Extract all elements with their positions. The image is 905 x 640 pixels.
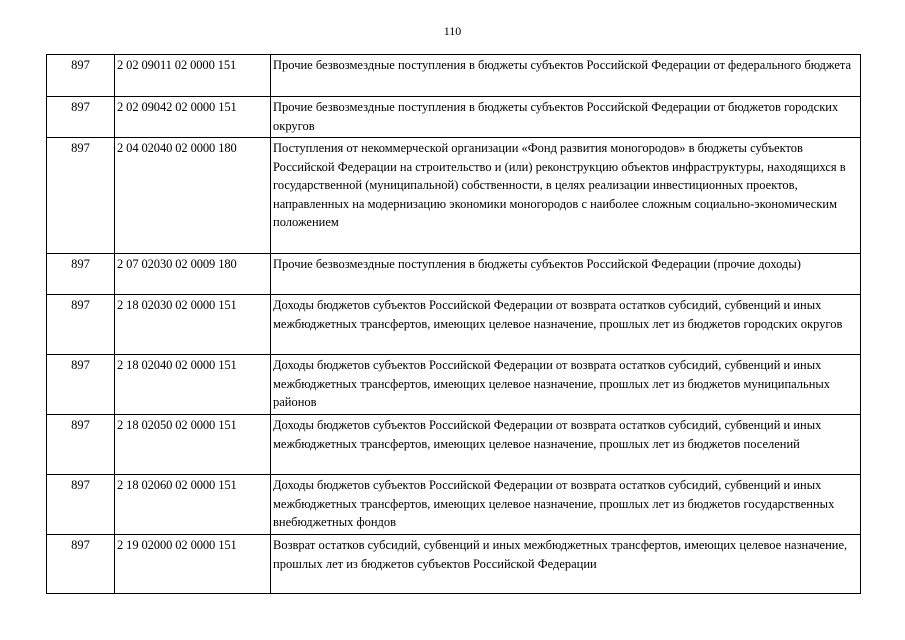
page-number: 110: [443, 24, 462, 38]
table-row: [47, 475, 861, 535]
budget-code-cell: 2 18 02060 02 0000 151: [115, 475, 271, 535]
revenue-name-cell: Доходы бюджетов субъектов Российской Федерации от возврата остатков субсидий, субвенций и иных межбюджетных трансфертов, имеющих целевое назначение, прошлых лет из бюджетов городских округов: [271, 295, 861, 355]
table-row: [47, 355, 861, 415]
budget-code-cell: 2 19 02000 02 0000 151: [115, 535, 271, 594]
admin-code-cell: 897: [47, 55, 115, 97]
budget-code-cell: 2 02 09011 02 0000 151: [115, 55, 271, 97]
admin-code-cell: 897: [47, 475, 115, 535]
revenue-name-cell: Доходы бюджетов субъектов Российской Федерации от возврата остатков субсидий, субвенций и иных межбюджетных трансфертов, имеющих целевое назначение, прошлых лет из бюджетов государственных внебюджетных фондов: [271, 475, 861, 535]
admin-code-cell: 897: [47, 415, 115, 475]
table-row: [47, 97, 861, 138]
revenue-name-cell: Возврат остатков субсидий, субвенций и иных межбюджетных трансфертов, имеющих целевое назначение, прошлых лет из бюджетов субъектов Российской Федерации: [271, 535, 861, 594]
budget-code-cell: 2 18 02030 02 0000 151: [115, 295, 271, 355]
revenue-name-cell: Прочие безвозмездные поступления в бюджеты субъектов Российской Федерации от бюджетов городских округов: [271, 97, 861, 138]
budget-code-cell: 2 04 02040 02 0000 180: [115, 138, 271, 254]
table-row: [47, 55, 861, 97]
revenue-name-cell: Доходы бюджетов субъектов Российской Федерации от возврата остатков субсидий, субвенций и иных межбюджетных трансфертов, имеющих целевое назначение, прошлых лет из бюджетов поселений: [271, 415, 861, 475]
admin-code-cell: 897: [47, 535, 115, 594]
table-row: [47, 535, 861, 594]
admin-code-cell: 897: [47, 295, 115, 355]
budget-revenue-table: [46, 54, 861, 594]
revenue-name-cell: Прочие безвозмездные поступления в бюджеты субъектов Российской Федерации от федерального бюджета: [271, 55, 861, 97]
revenue-name-cell: Прочие безвозмездные поступления в бюджеты субъектов Российской Федерации (прочие доходы): [271, 254, 861, 295]
budget-code-cell: 2 18 02040 02 0000 151: [115, 355, 271, 415]
table-row: [47, 138, 861, 254]
revenue-name-cell: Поступления от некоммерческой организации «Фонд развития моногородов» в бюджеты субъектов Российской Федерации на строительство и (или) реконструкцию объектов инфраструктуры, находящихся в государственной (муниципальной) собственности, в целях реализации инвестиционных проектов, направленных на модернизацию экономики моногородов с наиболее сложным социально-экономическим положением: [271, 138, 861, 254]
admin-code-cell: 897: [47, 355, 115, 415]
admin-code-cell: 897: [47, 138, 115, 254]
admin-code-cell: 897: [47, 97, 115, 138]
budget-code-cell: 2 02 09042 02 0000 151: [115, 97, 271, 138]
admin-code-cell: 897: [47, 254, 115, 295]
budget-code-cell: 2 07 02030 02 0009 180: [115, 254, 271, 295]
table-row: [47, 254, 861, 295]
budget-code-cell: 2 18 02050 02 0000 151: [115, 415, 271, 475]
table-row: [47, 415, 861, 475]
table-row: [47, 295, 861, 355]
revenue-name-cell: Доходы бюджетов субъектов Российской Федерации от возврата остатков субсидий, субвенций и иных межбюджетных трансфертов, имеющих целевое назначение, прошлых лет из бюджетов муниципальных районов: [271, 355, 861, 415]
